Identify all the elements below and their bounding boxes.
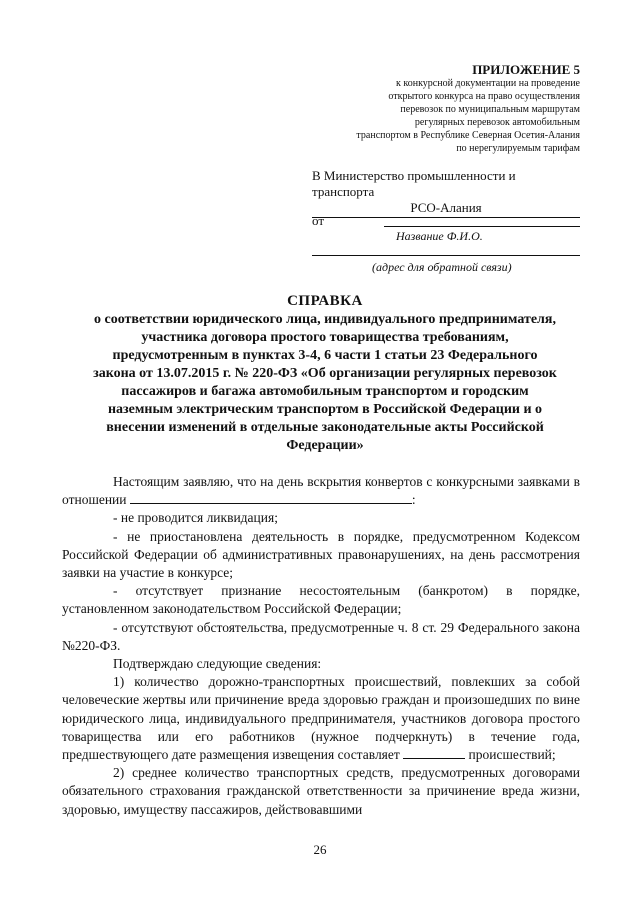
heading-line: наземным электрическим транспортом в Российской Федерации и о [107,402,543,417]
body-paragraph: - отсутствует признание несостоятельным (банкротом) в порядке, установленном законодательством Российской Федерации; [62,583,580,617]
paragraph-text: происшествий; [468,747,556,763]
address-blank-line [312,255,580,256]
body-paragraph: - отсутствуют обстоятельства, предусмотренные ч. 8 ст. 29 Федерального закона №220-ФЗ. [62,619,580,653]
incident-count-blank-field [403,748,465,759]
document-title: СПРАВКА [287,293,363,309]
document-body [62,473,580,819]
heading-line: предусмотренным в пунктах 3-4, 6 части 1 статьи 23 Федерального [112,348,538,363]
body-paragraph: 2) среднее количество транспортных средств, предусмотренных договорами обязательного страхования гражданской ответственности за причинение вреда жизни, здоровью, имуществу пассажиров, действовавшими [62,765,580,817]
body-paragraph: - не приостановлена деятельность в порядке, предусмотренном Кодексом Российской Федерации об административных правонарушениях, на день рассмотрения заявки на участие в конкурсе; [62,528,580,581]
heading-line: о соответствии юридического лица, индивидуального предпринимателя, [94,312,556,327]
heading-line: участника договора простого товарищества требованиям, [141,330,509,345]
paragraph-text: 1) количество дорожно-транспортных происшествий, повлекших за собой человеческие жертвы или причинение вреда здоровью граждан и произошедших по вине юридического лица, индивидуального предпринимателя, участников договора простого товарищества или его работников (нужное подчеркнуть) в течение года, предшествующего дате размещения извещения составляет [62,674,580,763]
heading-line: внесении изменений в отдельные законодательные акты Российской [106,420,544,435]
from-blank-line [384,226,580,227]
annex-block [356,62,580,155]
heading-line: закона от 13.07.2015 г. № 220-ФЗ «Об организации регулярных перевозок [93,366,557,381]
heading-line: пассажиров и багажа автомобильным транспортом и городским [121,384,529,399]
annex-line: регулярных перевозок автомобильным [414,117,580,128]
body-paragraph [62,673,580,764]
organization-blank-field [130,493,412,504]
paragraph-text: : [411,492,416,508]
address-caption: (адрес для обратной связи) [372,260,512,274]
annex-line: перевозок по муниципальным маршрутам [400,104,580,115]
annex-title: ПРИЛОЖЕНИЕ 5 [472,62,580,77]
from-row [312,213,580,229]
addressee-org: РСО-Алания [312,200,580,218]
from-label: от [312,213,325,228]
heading-line: Федерации» [286,438,364,453]
annex-line: по нерегулируемым тарифам [456,143,580,154]
name-caption: Название Ф.И.О. [396,229,483,243]
addressee-line: В Министерство промышленности и транспорта [312,168,516,199]
annex-line: открытого конкурса на право осуществления [388,91,580,102]
body-paragraph: Подтверждаю следующие сведения: [113,656,322,672]
page-number: 26 [313,842,327,857]
document-heading [70,292,580,455]
body-paragraph [62,473,580,509]
annex-line: транспортом в Республике Северная Осетия-Алания [356,130,580,141]
paragraph-text: Настоящим заявляю, что на день вскрытия конвертов с конкурсными заявками в отношении [62,474,580,508]
annex-line: к конкурсной документации на проведение [396,78,580,89]
addressee-block [312,168,580,274]
body-paragraph: - не проводится ликвидация; [113,510,278,526]
